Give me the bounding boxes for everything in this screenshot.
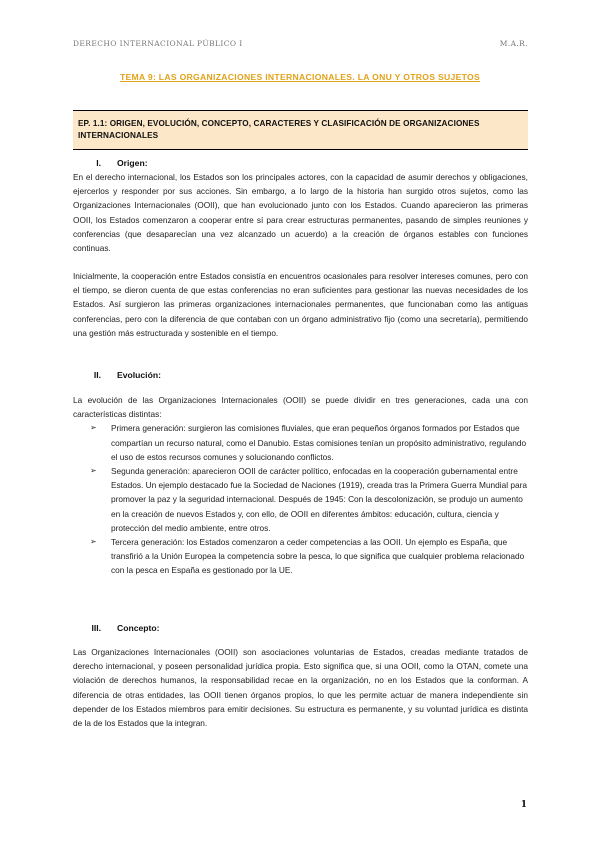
list-item-text: Primera generación: surgieron las comisiones fluviales, que eran pequeños órganos formados por Estados que compartían un recurso natural, como el Danubio. Estas comisiones tenían un propósito administrativo, regulando el uso de estos recursos comunes y solucionando conflictos. xyxy=(111,423,527,462)
origen-paragraph-1: En el derecho internacional, los Estados son los principales actores, con la capacidad de asumir derechos y obligaciones, ejercerlos y responder por sus acciones. Sin embargo, a lo largo de la historia han surgido otros sujetos, como las Organizaciones Internacionales (OOII), que han evolucionado junto con los Estados. Cuando aparecieron las primeras OOII, los Estados comenzaron a cooperar entre sí para crear estructuras permanentes, pasando de simples reuniones y conferencias (que desaparecían una vez alcanzado un acuerdo) a la creación de órganos estables con funciones continuas. xyxy=(73,172,528,254)
origen-body-2 xyxy=(73,269,528,340)
origen-paragraph-2: Inicialmente, la cooperación entre Estados consistía en encuentros ocasionales para resolver intereses comunes, pero con el tiempo, se dieron cuenta de que estas conferencias no eran suficientes para gestionar las nuevas necesidades de los Estados. Así surgieron las primeras organizaciones internacionales permanentes, que funcionaban como las antiguas conferencias, pero con la diferencia de que contaban con un órgano administrativo fijo (como una secretaría), permitiendo una gestión más estructurada y sostenible en el tiempo. xyxy=(73,271,528,338)
running-header-left: DERECHO INTERNACIONAL PÚBLICO I xyxy=(73,39,243,48)
list-item xyxy=(90,464,528,535)
heading-origen-number: I. xyxy=(96,158,101,168)
arrow-bullet-icon: ➢ xyxy=(90,423,97,433)
arrow-bullet-icon: ➢ xyxy=(90,466,97,476)
heading-origen-label: Origen: xyxy=(117,158,148,168)
list-item xyxy=(90,535,528,578)
heading-evolucion-label: Evolución: xyxy=(117,370,161,380)
origen-body xyxy=(73,170,528,255)
concepto-body xyxy=(73,645,528,730)
running-header-right: M.A.R. xyxy=(499,39,528,48)
heading-concepto-number: III. xyxy=(91,623,101,633)
section-heading-box: EP. 1.1: ORIGEN, EVOLUCIÓN, CONCEPTO, CARACTERES Y CLASIFICACIÓN DE ORGANIZACIONES INTERNACIONALES xyxy=(73,110,528,150)
page-number: 1 xyxy=(520,800,527,810)
list-item xyxy=(90,421,528,464)
list-item-text: Tercera generación: los Estados comenzaron a ceder competencias a las OOII. Un ejemplo es España, que transfirió a la Unión Europea la competencia sobre la pesca, lo que significa que cualquier problema relacionado con la pesca en España es gestionado por la UE. xyxy=(111,537,525,576)
arrow-bullet-icon: ➢ xyxy=(90,537,97,547)
heading-evolucion-number: II. xyxy=(93,370,101,380)
evolucion-body xyxy=(73,393,528,578)
concepto-paragraph-1: Las Organizaciones Internacionales (OOII) son asociaciones voluntarias de Estados, creadas mediante tratados de derecho internacional, y poseen personalidad jurídica propia. Esto significa que, si una OOII, como la OTAN, comete una violación de derechos humanos, la responsabilidad recae en la organización, no en los Estados que la conforman. A diferencia de otras entidades, las OOII tienen órganos propios, lo que les permite actuar de manera independiente sin depender de los Estados miembros para emitir decisiones. Su estructura es permanente, y su voluntad jurídica es distinta de la de los Estados que la integran. xyxy=(73,647,528,729)
heading-evolucion xyxy=(73,370,161,380)
evolucion-intro: La evolución de las Organizaciones Internacionales (OOII) se puede dividir en tres generaciones, cada una con características distintas: xyxy=(73,395,528,420)
heading-origen xyxy=(73,158,148,168)
list-item-text: Segunda generación: aparecieron OOII de carácter político, enfocadas en la cooperación gubernamental entre Estados. Un ejemplo destacado fue la Sociedad de Naciones (1919), creada tras la Primera Guerra Mundial para promover la paz y la seguridad internacional. Después de 1945: Con la descolonización, se produjo un aumento en la creación de nuevos Estados y, con ello, de OOII en diferentes ámbitos: educación, cultura, ciencia y protección del medio ambiente, entre otros. xyxy=(111,466,527,533)
generations-list xyxy=(73,421,528,577)
heading-concepto-label: Concepto: xyxy=(117,623,160,633)
heading-concepto xyxy=(73,623,160,633)
document-title: TEMA 9: LAS ORGANIZACIONES INTERNACIONALES. LA ONU Y OTROS SUJETOS xyxy=(119,72,481,82)
